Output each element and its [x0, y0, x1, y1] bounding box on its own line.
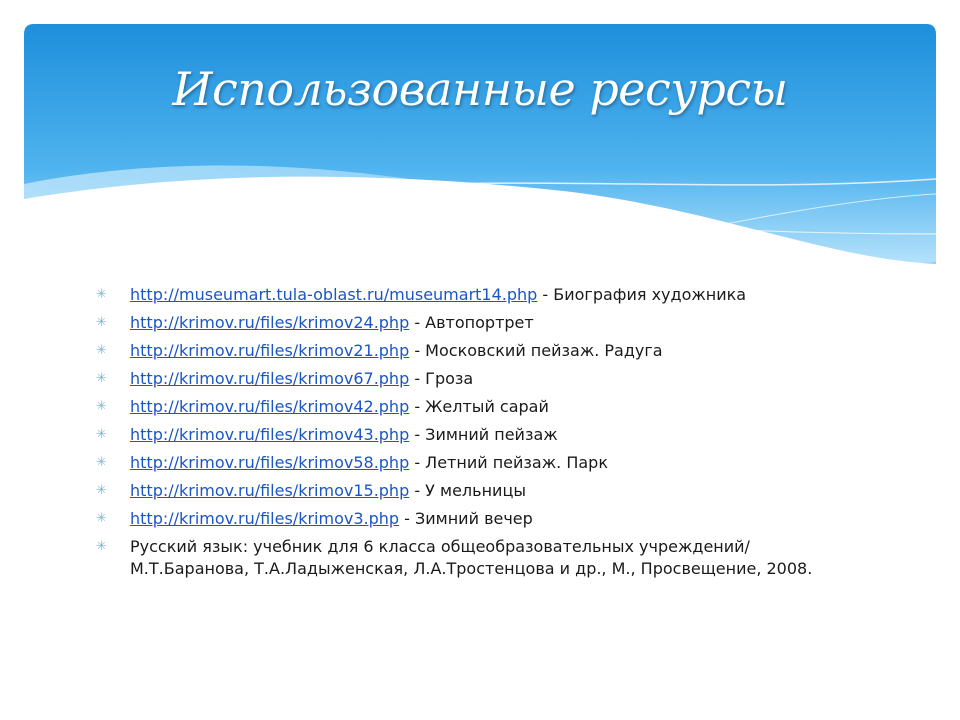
- resource-link[interactable]: http://krimov.ru/files/krimov24.php: [130, 313, 410, 332]
- resource-link[interactable]: http://krimov.ru/files/krimov67.php: [130, 369, 410, 388]
- asterisk-icon: ✳: [96, 371, 107, 386]
- resource-link[interactable]: http://krimov.ru/files/krimov3.php: [130, 509, 400, 528]
- list-item: [96, 508, 856, 530]
- resource-list: [96, 284, 856, 586]
- asterisk-icon: ✳: [96, 427, 107, 442]
- list-item: [96, 424, 856, 446]
- resource-description: - Зимний пейзаж: [409, 425, 558, 444]
- list-item: [96, 312, 856, 334]
- book-reference: Русский язык: учебник для 6 класса общеобразовательных учреждений/ М.Т.Баранова, Т.А.Ладыженская, Л.А.Тростенцова и др., М., Просвещение, 2008.: [130, 537, 813, 578]
- list-item: [96, 284, 856, 306]
- resource-description: - Московский пейзаж. Радуга: [409, 341, 663, 360]
- list-item: [96, 340, 856, 362]
- resource-description: - Желтый сарай: [409, 397, 549, 416]
- list-item: [96, 368, 856, 390]
- list-item: [96, 480, 856, 502]
- resource-description: - Гроза: [409, 369, 474, 388]
- resource-description: - Зимний вечер: [399, 509, 533, 528]
- asterisk-icon: ✳: [96, 511, 107, 526]
- resource-description: - У мельницы: [409, 481, 526, 500]
- resource-link[interactable]: http://krimov.ru/files/krimov43.php: [130, 425, 410, 444]
- asterisk-icon: ✳: [96, 287, 107, 302]
- asterisk-icon: ✳: [96, 455, 107, 470]
- resource-description: - Летний пейзаж. Парк: [409, 453, 608, 472]
- asterisk-icon: ✳: [96, 483, 107, 498]
- asterisk-icon: ✳: [96, 539, 107, 554]
- asterisk-icon: ✳: [96, 399, 107, 414]
- slide-title: Использованные ресурсы: [172, 62, 788, 116]
- resource-link[interactable]: http://krimov.ru/files/krimov42.php: [130, 397, 410, 416]
- resource-link[interactable]: http://krimov.ru/files/krimov58.php: [130, 453, 410, 472]
- list-item: [96, 396, 856, 418]
- list-item: [96, 452, 856, 474]
- asterisk-icon: ✳: [96, 315, 107, 330]
- resource-link[interactable]: http://krimov.ru/files/krimov21.php: [130, 341, 410, 360]
- resource-description: - Автопортрет: [409, 313, 534, 332]
- asterisk-icon: ✳: [96, 343, 107, 358]
- resource-link[interactable]: http://krimov.ru/files/krimov15.php: [130, 481, 410, 500]
- resource-link[interactable]: http://museumart.tula-oblast.ru/museumart14.php: [130, 285, 538, 304]
- list-item: [96, 536, 856, 580]
- resource-description: - Биография художника: [537, 285, 747, 304]
